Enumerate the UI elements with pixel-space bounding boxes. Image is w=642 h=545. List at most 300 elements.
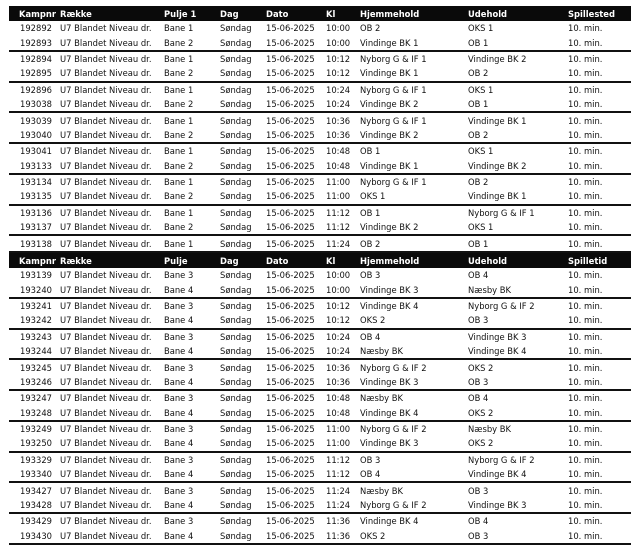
- cell-kl: 10:12: [326, 68, 351, 79]
- cell-pulje: Bane 1: [161, 82, 217, 97]
- cell-kampnr: 193250: [20, 438, 52, 449]
- table-row: [9, 482, 631, 497]
- cell-kl: 10:12: [326, 315, 351, 326]
- cell-spillested: 10. min.: [565, 298, 631, 313]
- cell-dato: 15-06-2025: [266, 160, 315, 171]
- cell-pulje: Bane 3: [161, 482, 217, 497]
- table-row: [9, 344, 631, 359]
- cell-raekke: U7 Blandet Niveau dr.: [57, 482, 161, 497]
- cell-dato: 15-06-2025: [263, 143, 323, 158]
- cell-dato: 15-06-2025: [266, 37, 315, 48]
- cell-spillested: 10. min.: [565, 529, 631, 544]
- cell-kampnr: 193247: [9, 390, 57, 405]
- cell-spillested: 10. min.: [568, 191, 603, 202]
- header-kampnr: Kampnr: [9, 253, 57, 268]
- cell-dag: Søndag: [217, 205, 263, 220]
- table-row: [9, 143, 631, 158]
- cell-udehold: OB 2: [465, 174, 565, 189]
- header-udehold: Udehold: [465, 6, 565, 21]
- cell-kampnr: 193249: [9, 421, 57, 436]
- cell-pulje: Bane 1: [161, 51, 217, 66]
- cell-kl: 10:12: [323, 51, 357, 66]
- cell-kl: 10:24: [326, 99, 351, 110]
- cell-raekke: U7 Blandet Niveau dr.: [57, 298, 161, 313]
- cell-raekke: U7 Blandet Niveau dr.: [60, 407, 152, 418]
- cell-dato: 15-06-2025: [263, 112, 323, 127]
- cell-kl: 10:36: [323, 112, 357, 127]
- cell-dato: 15-06-2025: [263, 174, 323, 189]
- cell-pulje: Bane 2: [164, 68, 194, 79]
- table-row: [9, 66, 631, 81]
- header-raekke: Række: [57, 253, 161, 268]
- cell-kampnr: 193243: [9, 329, 57, 344]
- table-row: [9, 359, 631, 374]
- cell-udehold: OKS 1: [465, 82, 565, 97]
- table-row: [9, 159, 631, 174]
- cell-kl: 11:00: [326, 438, 351, 449]
- cell-hjemmehold: Nyborg G & IF 1: [357, 112, 465, 127]
- cell-dato: 15-06-2025: [263, 205, 323, 220]
- table-row: [9, 390, 631, 405]
- table-row: [9, 406, 631, 421]
- cell-dato: 15-06-2025: [266, 222, 315, 233]
- header-dato: Dato: [263, 6, 323, 21]
- cell-dag: Søndag: [220, 160, 252, 171]
- cell-pulje: Bane 1: [161, 112, 217, 127]
- cell-raekke: U7 Blandet Niveau dr.: [60, 68, 152, 79]
- cell-hjemmehold: OB 4: [360, 469, 381, 480]
- table-row: [9, 35, 631, 50]
- cell-pulje: Bane 3: [161, 359, 217, 374]
- cell-kl: 10:24: [326, 346, 351, 357]
- cell-raekke: U7 Blandet Niveau dr.: [57, 421, 161, 436]
- cell-raekke: U7 Blandet Niveau dr.: [60, 129, 152, 140]
- cell-hjemmehold: Vindinge BK 2: [360, 222, 419, 233]
- cell-kl: 11:36: [323, 529, 357, 544]
- cell-hjemmehold: OKS 2: [360, 315, 386, 326]
- cell-raekke: U7 Blandet Niveau dr.: [57, 329, 161, 344]
- cell-spillested: 10. min.: [565, 112, 631, 127]
- cell-kampnr: 193039: [9, 112, 57, 127]
- cell-udehold: Vindinge BK 1: [468, 191, 527, 202]
- header-raekke: Række: [57, 6, 161, 21]
- cell-spillested: 10. min.: [568, 37, 603, 48]
- cell-hjemmehold: Nyborg G & IF 1: [357, 82, 465, 97]
- cell-hjemmehold: Nyborg G & IF 1: [357, 174, 465, 189]
- cell-dag: Søndag: [220, 284, 252, 295]
- cell-pulje: Bane 4: [164, 469, 194, 480]
- header-spilletid: Spilletid: [565, 253, 631, 268]
- cell-kampnr: 193137: [20, 222, 52, 233]
- cell-spillested: 10. min.: [568, 284, 603, 295]
- cell-kampnr: 192896: [9, 82, 57, 97]
- cell-dag: Søndag: [220, 346, 252, 357]
- cell-spillested: 10. min.: [568, 68, 603, 79]
- cell-dag: Søndag: [217, 235, 263, 251]
- cell-kl: 10:36: [323, 359, 357, 374]
- cell-kampnr: 193038: [20, 99, 52, 110]
- cell-udehold: Nyborg G & IF 2: [465, 452, 565, 467]
- cell-pulje: Bane 4: [164, 315, 194, 326]
- cell-hjemmehold: Vindinge BK 3: [360, 284, 419, 295]
- cell-kl: 11:24: [323, 235, 357, 251]
- cell-udehold: Vindinge BK 4: [468, 469, 527, 480]
- table-row: [9, 498, 631, 513]
- match-schedule-table-1: [9, 6, 631, 253]
- table-row: [9, 513, 631, 528]
- table-row: [9, 220, 631, 235]
- cell-kl: 11:00: [323, 421, 357, 436]
- header-pulje: Pulje 1: [161, 6, 217, 21]
- cell-kampnr: 193241: [9, 298, 57, 313]
- cell-kl: 11:36: [323, 513, 357, 528]
- cell-kampnr: 193135: [20, 191, 52, 202]
- cell-kl: 10:36: [326, 129, 351, 140]
- cell-dato: 15-06-2025: [266, 99, 315, 110]
- cell-dag: Søndag: [217, 513, 263, 528]
- cell-raekke: U7 Blandet Niveau dr.: [57, 205, 161, 220]
- cell-dato: 15-06-2025: [266, 469, 315, 480]
- cell-pulje: Bane 1: [161, 174, 217, 189]
- cell-dato: 15-06-2025: [263, 329, 323, 344]
- cell-dag: Søndag: [220, 222, 252, 233]
- cell-hjemmehold: OB 3: [357, 452, 465, 467]
- cell-raekke: U7 Blandet Niveau dr.: [60, 284, 152, 295]
- cell-dag: Søndag: [220, 376, 252, 387]
- cell-pulje: Bane 4: [164, 500, 194, 511]
- table-row: [9, 205, 631, 220]
- table-row: [9, 298, 631, 313]
- header-dag: Dag: [217, 253, 263, 268]
- table-row: [9, 452, 631, 467]
- cell-hjemmehold: Vindinge BK 1: [360, 160, 419, 171]
- cell-dato: 15-06-2025: [263, 482, 323, 497]
- cell-dag: Søndag: [220, 270, 252, 281]
- cell-spillested: 10. min.: [568, 315, 603, 326]
- table-row: [9, 235, 631, 251]
- cell-pulje: Bane 4: [164, 407, 194, 418]
- cell-kampnr: 193041: [9, 143, 57, 158]
- cell-dato: 15-06-2025: [263, 298, 323, 313]
- cell-kampnr: 193242: [20, 315, 52, 326]
- table-row: [9, 97, 631, 112]
- cell-dato: 15-06-2025: [266, 191, 315, 202]
- cell-raekke: U7 Blandet Niveau dr.: [57, 51, 161, 66]
- cell-udehold: OB 3: [468, 315, 489, 326]
- cell-dag: Søndag: [217, 298, 263, 313]
- cell-udehold: Næsby BK: [465, 421, 565, 436]
- cell-udehold: OB 1: [468, 37, 489, 48]
- cell-spillested: 10. min.: [565, 329, 631, 344]
- cell-dato: 15-06-2025: [266, 438, 315, 449]
- cell-udehold: OKS 2: [465, 359, 565, 374]
- cell-spillested: 10. min.: [565, 452, 631, 467]
- cell-pulje: Bane 4: [164, 284, 194, 295]
- cell-spillested: 10. min.: [565, 82, 631, 97]
- cell-kampnr: 193429: [9, 513, 57, 528]
- cell-kl: 10:00: [326, 270, 351, 281]
- cell-dag: Søndag: [217, 329, 263, 344]
- cell-pulje: Bane 1: [161, 235, 217, 251]
- table-row: [9, 529, 631, 544]
- cell-dag: Søndag: [217, 174, 263, 189]
- cell-dag: Søndag: [220, 99, 252, 110]
- cell-dato: 15-06-2025: [266, 315, 315, 326]
- cell-dag: Søndag: [217, 82, 263, 97]
- cell-kampnr: 192892: [20, 23, 52, 34]
- table-row: [9, 313, 631, 328]
- cell-hjemmehold: OB 1: [357, 205, 465, 220]
- table-row: [9, 467, 631, 482]
- cell-kl: 11:12: [323, 205, 357, 220]
- cell-kl: 10:00: [326, 23, 351, 34]
- cell-udehold: Vindinge BK 2: [465, 51, 565, 66]
- header-dato: Dato: [263, 253, 323, 268]
- cell-dato: 15-06-2025: [263, 513, 323, 528]
- cell-pulje: Bane 3: [161, 298, 217, 313]
- table-row: [9, 268, 631, 282]
- cell-spillested: 10. min.: [565, 359, 631, 374]
- cell-udehold: OB 2: [468, 68, 489, 79]
- cell-hjemmehold: Vindinge BK 4: [360, 407, 419, 418]
- cell-udehold: Vindinge BK 1: [465, 112, 565, 127]
- cell-dag: Søndag: [220, 315, 252, 326]
- header-hjemmehold: Hjemmehold: [357, 253, 465, 268]
- cell-dag: Søndag: [217, 529, 263, 544]
- cell-kl: 10:48: [326, 160, 351, 171]
- cell-udehold: OB 3: [468, 376, 489, 387]
- cell-spillested: 10. min.: [568, 500, 603, 511]
- header-kl: Kl: [323, 253, 357, 268]
- cell-dato: 15-06-2025: [263, 421, 323, 436]
- cell-pulje: Bane 3: [161, 421, 217, 436]
- cell-hjemmehold: Vindinge BK 4: [357, 513, 465, 528]
- table-body: [9, 268, 631, 544]
- cell-dag: Søndag: [220, 438, 252, 449]
- cell-dato: 15-06-2025: [266, 68, 315, 79]
- cell-raekke: U7 Blandet Niveau dr.: [60, 23, 152, 34]
- cell-dato: 15-06-2025: [263, 51, 323, 66]
- cell-kl: 10:24: [323, 82, 357, 97]
- cell-dag: Søndag: [217, 421, 263, 436]
- cell-hjemmehold: Næsby BK: [357, 482, 465, 497]
- cell-raekke: U7 Blandet Niveau dr.: [57, 513, 161, 528]
- cell-kampnr: 193248: [20, 407, 52, 418]
- cell-pulje: Bane 3: [161, 513, 217, 528]
- cell-kl: 11:00: [323, 174, 357, 189]
- cell-pulje: Bane 2: [164, 99, 194, 110]
- table-row: [9, 128, 631, 143]
- cell-raekke: U7 Blandet Niveau dr.: [60, 270, 152, 281]
- cell-dato: 15-06-2025: [266, 270, 315, 281]
- cell-dato: 15-06-2025: [263, 82, 323, 97]
- cell-udehold: OKS 2: [468, 438, 494, 449]
- cell-spillested: 10. min.: [565, 421, 631, 436]
- table-header: [9, 253, 631, 268]
- cell-dag: Søndag: [220, 407, 252, 418]
- cell-dato: 15-06-2025: [263, 235, 323, 251]
- cell-dag: Søndag: [217, 359, 263, 374]
- cell-spillested: 10. min.: [568, 376, 603, 387]
- table-header: [9, 6, 631, 21]
- cell-hjemmehold: OB 1: [357, 143, 465, 158]
- cell-spillested: 10. min.: [565, 174, 631, 189]
- cell-dag: Søndag: [220, 37, 252, 48]
- table-row: [9, 421, 631, 436]
- cell-pulje: Bane 4: [161, 529, 217, 544]
- cell-dato: 15-06-2025: [263, 452, 323, 467]
- cell-spillested: 10. min.: [568, 23, 603, 34]
- cell-spillested: 10. min.: [568, 407, 603, 418]
- cell-dato: 15-06-2025: [266, 129, 315, 140]
- cell-kl: 10:00: [326, 37, 351, 48]
- cell-dag: Søndag: [217, 390, 263, 405]
- cell-dag: Søndag: [217, 112, 263, 127]
- table-row: [9, 375, 631, 390]
- cell-raekke: U7 Blandet Niveau dr.: [57, 112, 161, 127]
- table-row: [9, 329, 631, 344]
- header-kampnr: Kampnr: [9, 6, 57, 21]
- cell-raekke: U7 Blandet Niveau dr.: [60, 99, 152, 110]
- cell-raekke: U7 Blandet Niveau dr.: [60, 191, 152, 202]
- cell-udehold: OB 3: [465, 529, 565, 544]
- cell-dato: 15-06-2025: [263, 359, 323, 374]
- cell-pulje: Bane 4: [164, 346, 194, 357]
- cell-kl: 10:48: [326, 407, 351, 418]
- cell-udehold: Nyborg G & IF 2: [465, 298, 565, 313]
- cell-hjemmehold: Vindinge BK 4: [357, 298, 465, 313]
- table-row: [9, 174, 631, 189]
- cell-raekke: U7 Blandet Niveau dr.: [57, 452, 161, 467]
- cell-hjemmehold: OKS 2: [357, 529, 465, 544]
- cell-spillested: 10. min.: [568, 438, 603, 449]
- cell-hjemmehold: Vindinge BK 2: [360, 129, 419, 140]
- cell-raekke: U7 Blandet Niveau dr.: [57, 82, 161, 97]
- cell-spillested: 10. min.: [565, 143, 631, 158]
- cell-udehold: Nyborg G & IF 1: [465, 205, 565, 220]
- cell-dato: 15-06-2025: [263, 529, 323, 544]
- cell-udehold: OKS 1: [465, 143, 565, 158]
- cell-kampnr: 192895: [20, 68, 52, 79]
- cell-hjemmehold: OKS 1: [360, 191, 386, 202]
- cell-spillested: 10. min.: [568, 222, 603, 233]
- cell-raekke: U7 Blandet Niveau dr.: [57, 235, 161, 251]
- cell-dato: 15-06-2025: [266, 407, 315, 418]
- cell-dag: Søndag: [220, 469, 252, 480]
- cell-dag: Søndag: [220, 500, 252, 511]
- cell-spillested: 10. min.: [568, 346, 603, 357]
- cell-dato: 15-06-2025: [266, 376, 315, 387]
- cell-hjemmehold: OB 2: [360, 23, 381, 34]
- table-row: [9, 21, 631, 35]
- table-row: [9, 51, 631, 66]
- cell-hjemmehold: Næsby BK: [360, 346, 404, 357]
- cell-hjemmehold: OB 2: [357, 235, 465, 251]
- cell-hjemmehold: Vindinge BK 3: [360, 376, 419, 387]
- header-pulje: Pulje: [161, 253, 217, 268]
- cell-kampnr: 193240: [20, 284, 52, 295]
- cell-udehold: Vindinge BK 3: [465, 329, 565, 344]
- cell-kampnr: 193245: [9, 359, 57, 374]
- cell-raekke: U7 Blandet Niveau dr.: [57, 143, 161, 158]
- match-schedule-table-2: [9, 253, 631, 545]
- cell-pulje: Bane 2: [164, 37, 194, 48]
- cell-dag: Søndag: [220, 68, 252, 79]
- cell-dag: Søndag: [220, 23, 252, 34]
- cell-raekke: U7 Blandet Niveau dr.: [57, 529, 161, 544]
- table-row: [9, 436, 631, 451]
- cell-hjemmehold: Vindinge BK 1: [360, 68, 419, 79]
- cell-udehold: OKS 1: [468, 222, 494, 233]
- cell-udehold: OB 1: [468, 99, 489, 110]
- cell-pulje: Bane 3: [161, 329, 217, 344]
- header-row: [9, 253, 631, 268]
- cell-spillested: 10. min.: [568, 129, 603, 140]
- header-row: [9, 6, 631, 21]
- cell-raekke: U7 Blandet Niveau dr.: [60, 376, 152, 387]
- cell-raekke: U7 Blandet Niveau dr.: [57, 359, 161, 374]
- cell-hjemmehold: Vindinge BK 3: [360, 438, 419, 449]
- cell-hjemmehold: Næsby BK: [357, 390, 465, 405]
- cell-kl: 10:24: [323, 329, 357, 344]
- cell-kampnr: 193340: [20, 469, 52, 480]
- cell-kampnr: 193138: [9, 235, 57, 251]
- cell-hjemmehold: Nyborg G & IF 2: [357, 359, 465, 374]
- table-row: [9, 189, 631, 204]
- cell-pulje: Bane 1: [164, 23, 194, 34]
- cell-pulje: Bane 3: [161, 390, 217, 405]
- cell-spillested: 10. min.: [568, 99, 603, 110]
- cell-dag: Søndag: [217, 143, 263, 158]
- cell-kampnr: 193139: [20, 270, 52, 281]
- cell-raekke: U7 Blandet Niveau dr.: [60, 346, 152, 357]
- cell-pulje: Bane 2: [164, 191, 194, 202]
- cell-kl: 11:12: [323, 452, 357, 467]
- cell-kampnr: 193244: [20, 346, 52, 357]
- cell-spillested: 10. min.: [568, 160, 603, 171]
- cell-kampnr: 193329: [9, 452, 57, 467]
- cell-udehold: OB 2: [468, 129, 489, 140]
- header-hjemmehold: Hjemmehold: [357, 6, 465, 21]
- table-body: [9, 21, 631, 252]
- cell-hjemmehold: OB 4: [357, 329, 465, 344]
- cell-udehold: OB 1: [465, 235, 565, 251]
- table-row: [9, 112, 631, 127]
- cell-hjemmehold: Nyborg G & IF 1: [357, 51, 465, 66]
- cell-kampnr: 193427: [9, 482, 57, 497]
- cell-spillested: 10. min.: [565, 390, 631, 405]
- cell-kampnr: 192894: [9, 51, 57, 66]
- cell-dag: Søndag: [220, 129, 252, 140]
- cell-udehold: Vindinge BK 3: [468, 500, 527, 511]
- table-row: [9, 82, 631, 97]
- cell-hjemmehold: Nyborg G & IF 2: [357, 421, 465, 436]
- cell-raekke: U7 Blandet Niveau dr.: [60, 222, 152, 233]
- cell-pulje: Bane 1: [161, 205, 217, 220]
- cell-kampnr: 193133: [20, 160, 52, 171]
- cell-kl: 10:48: [323, 143, 357, 158]
- cell-kampnr: 193430: [9, 529, 57, 544]
- cell-kl: 11:00: [326, 191, 351, 202]
- cell-kampnr: 193246: [20, 376, 52, 387]
- cell-kl: 11:12: [326, 469, 351, 480]
- cell-dag: Søndag: [217, 482, 263, 497]
- cell-hjemmehold: Vindinge BK 2: [360, 99, 419, 110]
- cell-pulje: Bane 4: [164, 376, 194, 387]
- cell-udehold: OKS 1: [468, 23, 494, 34]
- cell-raekke: U7 Blandet Niveau dr.: [57, 390, 161, 405]
- cell-raekke: U7 Blandet Niveau dr.: [57, 174, 161, 189]
